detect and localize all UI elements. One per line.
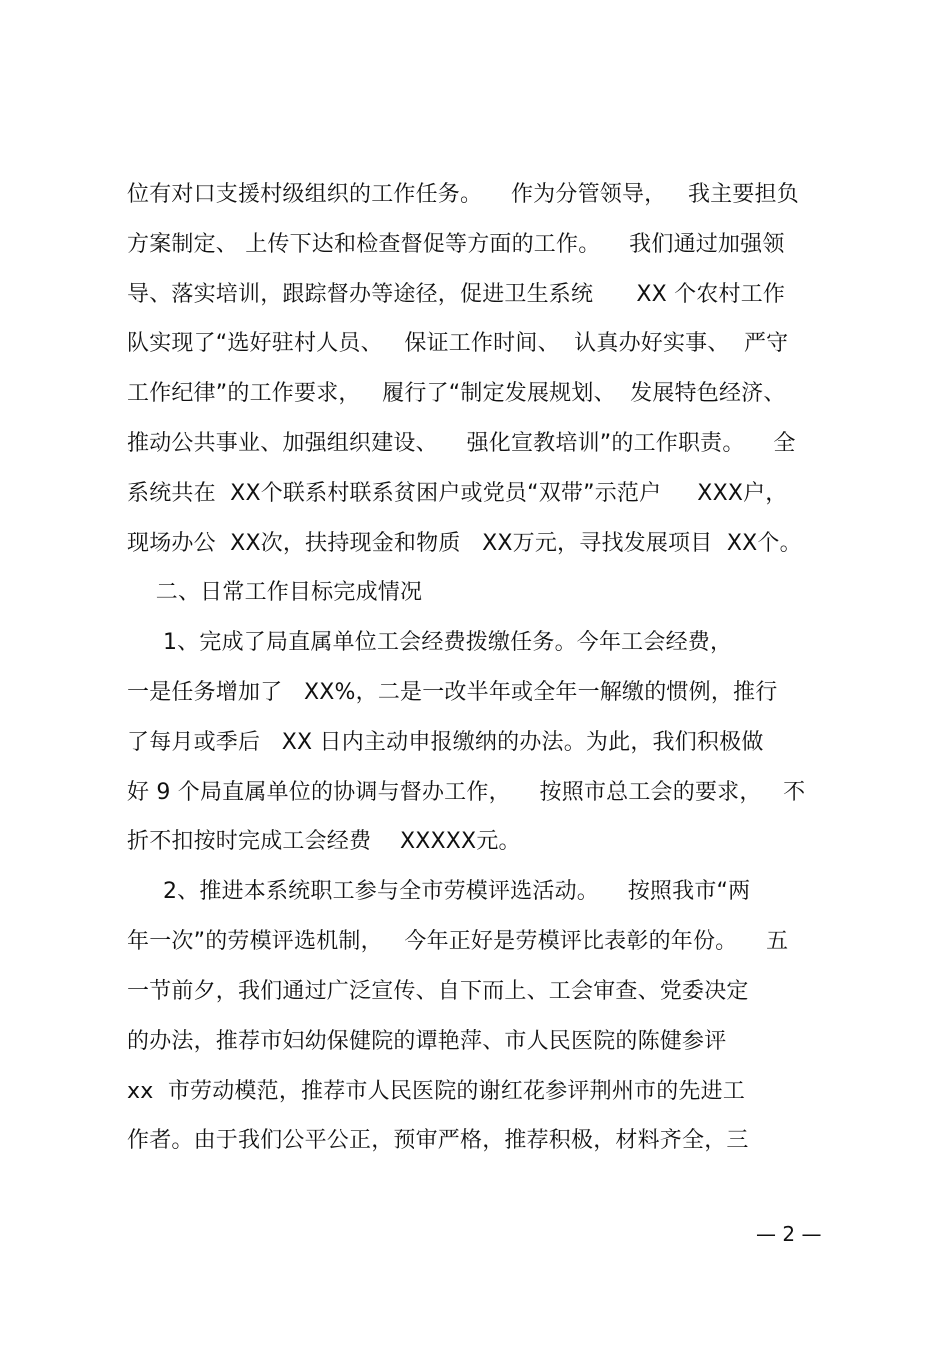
text-line: 2、推进本系统职工参与全市劳模评选活动。 按照我市“两 <box>127 879 751 904</box>
text-line: 导、落实培训，跟踪督办等途径，促进卫生系统 XX 个农村工作 <box>127 282 786 307</box>
text-line: 1、完成了局直属单位工会经费拨缴任务。今年工会经费， <box>127 630 733 655</box>
text-line: 推动公共事业、加强组织建设、 强化宣教培训”的工作职责。 全 <box>127 431 796 456</box>
text-line: xx 市劳动模范，推荐市人民医院的谢红花参评荆州市的先进工 <box>127 1079 746 1104</box>
text-line: 一是任务增加了 XX%，二是一改半年或全年一解缴的惯例，推行 <box>127 680 778 705</box>
text-line: 队实现了“选好驻村人员、 保证工作时间、 认真办好实事、 严守 <box>127 331 789 356</box>
text-line: 的办法，推荐市妇幼保健院的谭艳萍、市人民医院的陈健参评 <box>127 1029 727 1054</box>
text-line: 方案制定、 上传下达和检查督促等方面的工作。 我们通过加强领 <box>127 232 785 257</box>
text-line: 作者。由于我们公平公正，预审严格，推荐积极，材料齐全，三 <box>127 1128 749 1153</box>
page-number: — 2 — <box>756 1222 822 1246</box>
text-line: 现场办公 XX次，扶持现金和物质 XX万元，寻找发展项目 XX个。 <box>127 531 802 556</box>
text-line: 一节前夕，我们通过广泛宣传、自下而上、工会审查、党委决定 <box>127 979 749 1004</box>
text-line: 二、日常工作目标完成情况 <box>127 580 423 605</box>
text-line: 年一次”的劳模评选机制， 今年正好是劳模评比表彰的年份。 五 <box>127 929 789 954</box>
text-line: 了每月或季后 XX 日内主动申报缴纳的办法。为此，我们积极做 <box>127 730 764 755</box>
text-line: 好 9 个局直属单位的协调与督办工作， 按照市总工会的要求， 不 <box>127 780 806 805</box>
text-line: 系统共在 XX个联系村联系贫困户或党员“双带”示范户 XXX户， <box>127 481 788 506</box>
text-line: 位有对口支援村级组织的工作任务。 作为分管领导， 我主要担负 <box>127 182 799 207</box>
text-line: 折不扣按时完成工会经费 XXXXX元。 <box>127 829 521 854</box>
text-line: 工作纪律”的工作要求， 履行了“制定发展规划、 发展特色经济、 <box>127 381 786 406</box>
